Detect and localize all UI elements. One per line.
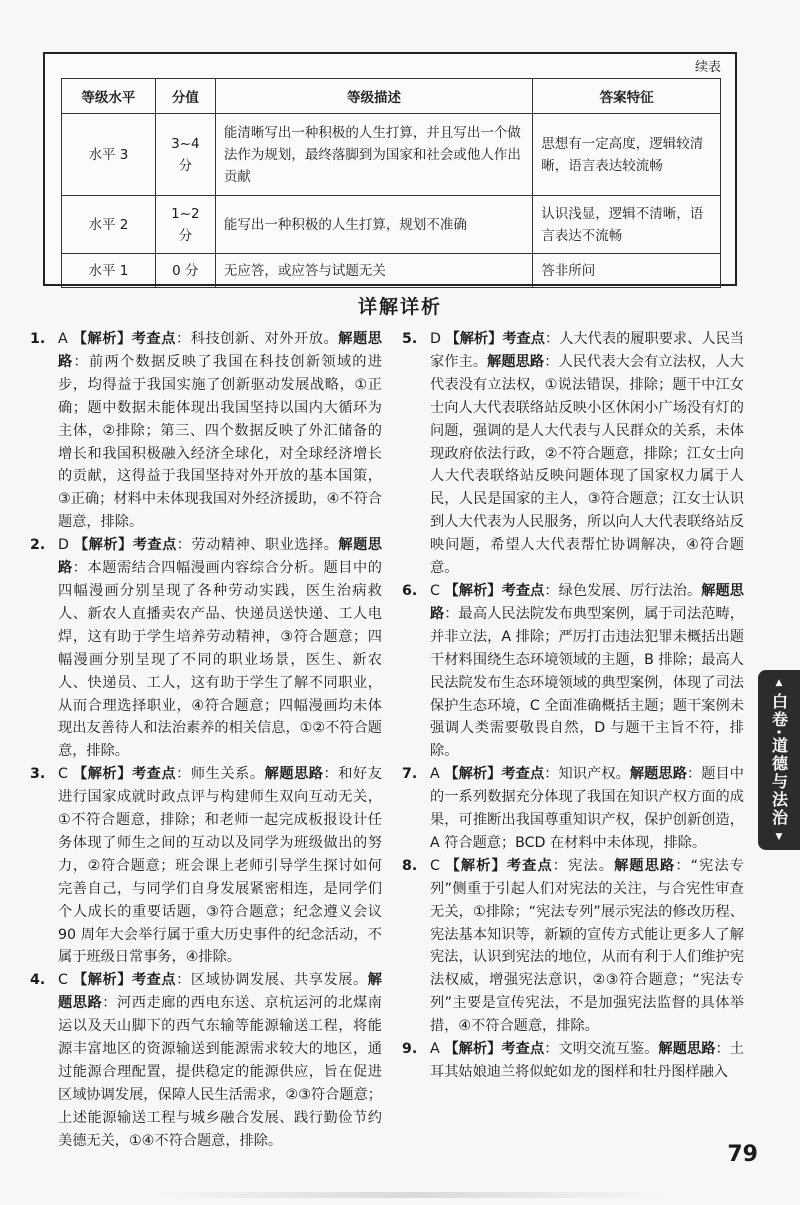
table-row: [62, 254, 721, 288]
item-number: 4.: [30, 972, 46, 989]
answers-column-left: [30, 328, 382, 1153]
cell-score: 3~4 分: [155, 114, 215, 196]
item-key-label: 考查点: [131, 331, 177, 347]
header-level: 等级水平: [62, 79, 156, 114]
answer-item-3: [30, 763, 382, 969]
header-description: 等级描述: [215, 79, 532, 114]
item-answer: C: [430, 582, 440, 599]
side-tab-label: 白卷·道德与法治: [769, 692, 789, 828]
item-key-label: 考查点: [502, 331, 545, 347]
answer-item-4: [30, 969, 382, 1152]
item-text: ：河西走廊的西电东送、京杭运河的北煤南运以及天山脚下的西气东输等能源输送工程，将能源丰富地区的资源输送到能源需求较大的地区，通过能源合理配置，提供稳定的能源供应，旨在促进区域协调发展，保障人民生活需求，②③符合题意；上述能源输送工程与城乡融合发展、践行勤俭节约美德无关，①④不符合题意，排除。: [58, 995, 382, 1149]
item-number: 9.: [402, 1041, 418, 1058]
item-answer: C: [58, 972, 68, 989]
item-text: ：土耳其姑娘迪兰将似蛇如龙的图样和牡丹图样融入: [430, 1041, 744, 1080]
item-key-label: 解题思路: [264, 766, 324, 783]
item-number: 6.: [402, 582, 418, 599]
grading-table-frame: [43, 52, 737, 286]
cell-score: 1~2 分: [155, 196, 215, 254]
table-header-row: [62, 79, 721, 114]
item-text: ：宪法。: [552, 857, 615, 874]
item-text: ：前两个数据反映了我国在科技创新领域的进步，均得益于我国实施了创新驱动发展战略，①正确；题中数据未能体现出我国坚持以国内大循环为主体，②排除；第三、四个数据反映了外汇储备的增长和我国积极融入经济全球化，对全球经济增长的贡献，这得益于我国坚持对外开放的基本国策，③正确；材料中未体现我国对外经济援助，④不符合题意，排除。: [58, 353, 382, 531]
answer-item-8: [402, 855, 744, 1038]
item-number: 7.: [402, 766, 418, 783]
item-answer: A: [58, 331, 68, 347]
continued-label: 续表: [694, 60, 721, 75]
item-tag: 【解析】: [72, 331, 132, 347]
item-text: ：绿色发展、厉行法治。: [544, 582, 702, 599]
item-number: 8.: [402, 857, 418, 874]
item-answer: D: [58, 537, 69, 554]
answer-item-1: [30, 328, 382, 534]
item-key-label: 考查点: [501, 766, 545, 783]
table-row: [62, 114, 721, 196]
item-tag: 【解析】: [444, 582, 502, 599]
item-text: ：人民代表大会有立法权，人大代表没有立法权，①说法错误，排除；题干中江女士向人大代表联络站反映小区休闲小广场没有灯的问题，强调的是人大代表与人民群众的关系，未体现政府依法行政，②不符合题意，排除；江女士向人大代表联络站反映问题体现了国家权力属于人民，人民是国家的主人，③符合题意；江女士认识到人大代表为人民服务，所以向人大代表联络站反映问题，希望人大代表帮忙协调解决，④符合题意。: [430, 353, 744, 577]
item-key-label: 考查点: [501, 1041, 545, 1058]
answer-item-5: [402, 328, 744, 580]
triangle-up-icon: ▲: [775, 677, 783, 688]
item-tag: 【解析】: [445, 857, 507, 874]
cell-feature: 思想有一定高度，逻辑较清晰，语言表达较流畅: [533, 114, 721, 196]
item-text: ：“宪法专列”侧重于引起人们对宪法的关注，与合宪性审查无关，①排除；“宪法专列”展示宪法的修改历程、宪法基本知识等，新颖的宣传方式能让更多人了解宪法，认识到宪法的地位，从而有利于人们维护宪法权威，增强宪法意识，②③符合题意；“宪法专列”主要是宣传宪法，不是加强宪法监督的具体举措，④不符合题意，排除。: [430, 857, 744, 1035]
item-text: ：劳动精神、职业选择。: [176, 537, 339, 554]
item-text: ：科技创新、对外开放。: [176, 331, 339, 347]
item-key-label: 考查点: [131, 766, 177, 783]
item-text: ：题目中的一系列数据充分体现了我国在知识产权方面的成果，可推断出我国尊重知识产权，保护创新创造，A 符合题意；BCD 在材料中未体现，排除。: [430, 766, 744, 851]
item-key-label: 考查点: [501, 582, 545, 599]
answer-item-7: [402, 763, 744, 855]
item-answer: C: [58, 766, 68, 783]
item-key-label: 解题思路: [629, 766, 687, 783]
triangle-down-icon: ▼: [775, 832, 783, 843]
item-text: ：和好友进行国家成就时政点评与构建师生双向互动无关，①不符合题意，排除；和老师一起完成板报设计任务体现了师生之间的互动以及同学为班级做出的努力，②符合题意；班会课上老师引导学生探讨如何完善自己，与同学们自身发展紧密相连，是同学们个人成长的重要话题，③符合题意；纪念遵义会议 90 周年大会举行属于重大历史事件的纪念活动，不属于班级日常事务，④排除。: [58, 766, 382, 966]
answer-item-2: [30, 534, 382, 763]
item-answer: C: [430, 857, 440, 874]
item-text: ：师生关系。: [176, 766, 265, 783]
item-answer: A: [430, 766, 440, 783]
cell-level: 水平 1: [62, 254, 156, 288]
item-key-label: 解题思路: [487, 353, 545, 370]
item-key-label: 解题思路: [430, 582, 744, 622]
item-number: 5.: [402, 331, 418, 347]
item-number: 3.: [30, 766, 46, 783]
cell-description: 无应答，或应答与试题无关: [215, 254, 532, 288]
cell-level: 水平 3: [62, 114, 156, 196]
item-key-label: 解题思路: [58, 331, 382, 370]
item-text: ：知识产权。: [544, 766, 630, 783]
cell-feature: 认识浅显，逻辑不清晰，语言表达不流畅: [533, 196, 721, 254]
item-text: ：人大代表的履职要求、人民当家作主。: [430, 331, 744, 370]
item-key-label: 考查点: [131, 972, 177, 989]
header-score: 分值: [155, 79, 215, 114]
item-tag: 【解析】: [445, 331, 503, 347]
item-text: ：区域协调发展、共享发展。: [176, 972, 368, 989]
item-text: ：文明交流互鉴。: [544, 1041, 659, 1058]
item-key-label: 解题思路: [658, 1041, 716, 1058]
item-key-label: 考查点: [506, 857, 553, 874]
header-feature: 答案特征: [533, 79, 721, 114]
item-text: ：本题需结合四幅漫画内容综合分析。题目中的四幅漫画分别呈现了各种劳动实践，医生治病救人、新农人直播卖农产品、快递员送快递、工人电焊，这有助于学生培养劳动精神，③符合题意；四幅漫画分别呈现了不同的职业场景，医生、新农人、快递员、工人，这有助于学生了解不同职业，从而合理选择职业，④符合题意；四幅漫画均未体现出友善待人和法治素养的相关信息，①②不符合题意，排除。: [58, 560, 382, 760]
scan-smudge: [150, 1192, 670, 1198]
item-number: 2.: [30, 537, 46, 554]
item-key-label: 考查点: [132, 537, 177, 554]
page-number: 79: [727, 1142, 758, 1167]
item-answer: D: [430, 331, 441, 347]
item-number: 1.: [30, 331, 46, 347]
table-row: [62, 196, 721, 254]
item-tag: 【解析】: [444, 766, 502, 783]
item-text: ：最高人民法院发布典型案例，属于司法范畴，并非立法，A 排除；严厉打击违法犯罪未概括出题干材料围绕生态环境领域的主题，B 排除；最高人民法院发布生态环境领域的典型案例，体现了司法保护生态环境，C 全面准确概括主题；题干案例未强调人类需要敬畏自然，D 与题干主旨不符，排除。: [430, 605, 744, 760]
item-tag: 【解析】: [73, 537, 133, 554]
item-key-label: 解题思路: [58, 972, 382, 1012]
side-tab: [758, 670, 800, 850]
answers-column-right: [402, 328, 744, 1084]
cell-level: 水平 2: [62, 196, 156, 254]
cell-feature: 答非所问: [533, 254, 721, 288]
item-answer: A: [430, 1041, 440, 1058]
item-tag: 【解析】: [72, 972, 132, 989]
cell-description: 能写出一种积极的人生打算，规划不准确: [215, 196, 532, 254]
item-tag: 【解析】: [72, 766, 132, 783]
answer-item-6: [402, 580, 744, 763]
answer-item-9: [402, 1038, 744, 1084]
cell-description: 能清晰写出一种积极的人生打算，并且写出一个做法作为规划，最终落脚到为国家和社会或他人作出贡献: [215, 114, 532, 196]
item-tag: 【解析】: [444, 1041, 502, 1058]
section-title: 详解详析: [357, 296, 442, 318]
cell-score: 0 分: [155, 254, 215, 288]
grading-table: [61, 78, 721, 288]
item-key-label: 解题思路: [614, 857, 676, 874]
item-key-label: 解题思路: [58, 537, 382, 577]
